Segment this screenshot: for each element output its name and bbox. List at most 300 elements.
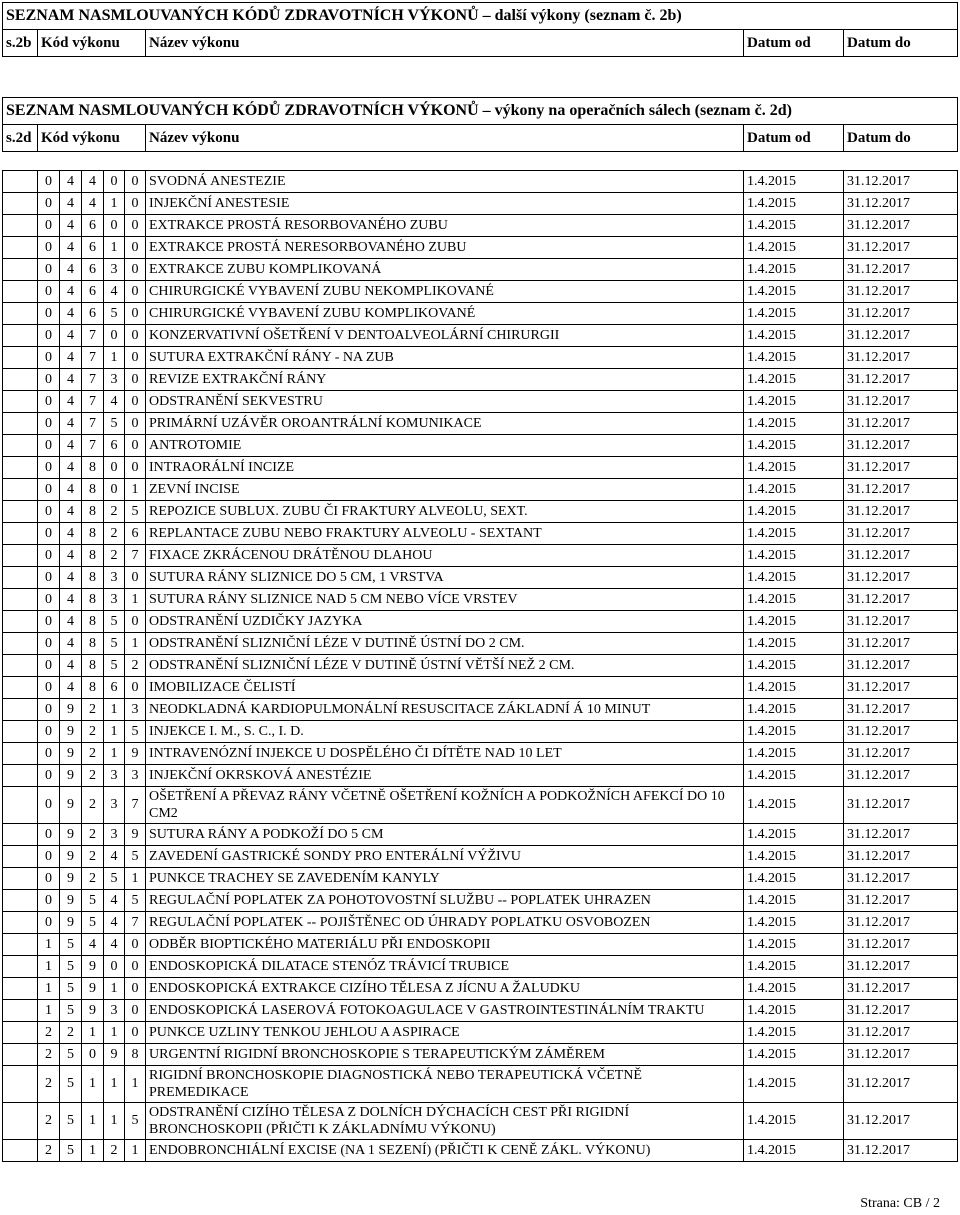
code-digit: 4 xyxy=(60,611,82,633)
date-from: 1.4.2015 xyxy=(744,193,844,215)
code-digit: 0 xyxy=(38,237,60,259)
code-digit: 7 xyxy=(125,545,146,567)
row-section-cell xyxy=(3,391,38,413)
date-to: 31.12.2017 xyxy=(844,765,958,787)
row-section-cell xyxy=(3,956,38,978)
date-to: 31.12.2017 xyxy=(844,978,958,1000)
code-digit: 8 xyxy=(82,567,104,589)
procedure-name: ODSTRANĚNÍ CIZÍHO TĚLESA Z DOLNÍCH DÝCHACÍCH CEST PŘI RIGIDNÍ BRONCHOSKOPII (PŘIČTI K ZÁKLADNÍMU VÝKONU) xyxy=(146,1103,744,1140)
code-digit: 0 xyxy=(38,824,60,846)
code-digit: 3 xyxy=(104,824,125,846)
table-row xyxy=(3,890,958,912)
code-digit: 0 xyxy=(125,413,146,435)
code-digit: 6 xyxy=(82,237,104,259)
code-digit: 4 xyxy=(60,677,82,699)
code-digit: 7 xyxy=(82,391,104,413)
code-digit: 1 xyxy=(38,1000,60,1022)
code-digit: 0 xyxy=(38,655,60,677)
date-from: 1.4.2015 xyxy=(744,890,844,912)
code-digit: 0 xyxy=(38,303,60,325)
code-digit: 1 xyxy=(104,699,125,721)
code-digit: 1 xyxy=(125,1066,146,1103)
date-from: 1.4.2015 xyxy=(744,523,844,545)
row-section-cell xyxy=(3,1022,38,1044)
procedure-name: SUTURA RÁNY SLIZNICE DO 5 CM, 1 VRSTVA xyxy=(146,567,744,589)
table-row xyxy=(3,413,958,435)
date-from: 1.4.2015 xyxy=(744,721,844,743)
date-to: 31.12.2017 xyxy=(844,699,958,721)
code-digit: 2 xyxy=(104,545,125,567)
code-digit: 3 xyxy=(104,765,125,787)
date-from: 1.4.2015 xyxy=(744,655,844,677)
code-digit: 0 xyxy=(104,479,125,501)
procedure-name: INJEKCE I. M., S. C., I. D. xyxy=(146,721,744,743)
code-digit: 1 xyxy=(125,479,146,501)
code-digit: 2 xyxy=(82,868,104,890)
code-digit: 0 xyxy=(38,846,60,868)
code-digit: 2 xyxy=(38,1140,60,1162)
code-digit: 0 xyxy=(38,545,60,567)
header-section: s.2d xyxy=(3,125,38,152)
code-digit: 0 xyxy=(125,1000,146,1022)
code-digit: 4 xyxy=(60,413,82,435)
date-from: 1.4.2015 xyxy=(744,824,844,846)
code-digit: 9 xyxy=(60,912,82,934)
code-digit: 0 xyxy=(125,325,146,347)
code-digit: 0 xyxy=(82,1044,104,1066)
table-row xyxy=(3,824,958,846)
code-digit: 0 xyxy=(125,369,146,391)
procedure-name: ANTROTOMIE xyxy=(146,435,744,457)
date-to: 31.12.2017 xyxy=(844,567,958,589)
date-from: 1.4.2015 xyxy=(744,1140,844,1162)
code-digit: 1 xyxy=(104,978,125,1000)
code-digit: 5 xyxy=(125,501,146,523)
code-digit: 0 xyxy=(38,281,60,303)
row-section-cell xyxy=(3,281,38,303)
code-digit: 0 xyxy=(125,303,146,325)
date-to: 31.12.2017 xyxy=(844,325,958,347)
code-digit: 4 xyxy=(60,215,82,237)
code-digit: 8 xyxy=(82,633,104,655)
row-section-cell xyxy=(3,545,38,567)
procedure-name: PUNKCE UZLINY TENKOU JEHLOU A ASPIRACE xyxy=(146,1022,744,1044)
code-digit: 4 xyxy=(104,281,125,303)
table-row xyxy=(3,523,958,545)
procedure-name: ZEVNÍ INCISE xyxy=(146,479,744,501)
code-digit: 0 xyxy=(125,978,146,1000)
code-digit: 9 xyxy=(125,824,146,846)
code-digit: 7 xyxy=(125,912,146,934)
procedure-name: PRIMÁRNÍ UZÁVĚR OROANTRÁLNÍ KOMUNIKACE xyxy=(146,413,744,435)
code-digit: 4 xyxy=(60,369,82,391)
date-from: 1.4.2015 xyxy=(744,912,844,934)
code-digit: 4 xyxy=(82,934,104,956)
code-digit: 8 xyxy=(82,611,104,633)
code-digit: 9 xyxy=(82,1000,104,1022)
row-section-cell xyxy=(3,1066,38,1103)
date-from: 1.4.2015 xyxy=(744,846,844,868)
code-digit: 5 xyxy=(104,655,125,677)
procedure-name: OŠETŘENÍ A PŘEVAZ RÁNY VČETNĚ OŠETŘENÍ KOŽNÍCH A PODKOŽNÍCH AFEKCÍ DO 10 CM2 xyxy=(146,787,744,824)
table-row xyxy=(3,934,958,956)
header-date-to: Datum do xyxy=(844,125,958,152)
code-digit: 1 xyxy=(104,743,125,765)
date-to: 31.12.2017 xyxy=(844,633,958,655)
table-row xyxy=(3,655,958,677)
date-to: 31.12.2017 xyxy=(844,369,958,391)
code-digit: 9 xyxy=(60,743,82,765)
table-row xyxy=(3,611,958,633)
code-digit: 5 xyxy=(104,303,125,325)
date-to: 31.12.2017 xyxy=(844,193,958,215)
row-section-cell xyxy=(3,567,38,589)
code-digit: 7 xyxy=(82,369,104,391)
code-digit: 4 xyxy=(60,303,82,325)
date-from: 1.4.2015 xyxy=(744,457,844,479)
date-to: 31.12.2017 xyxy=(844,413,958,435)
row-section-cell xyxy=(3,699,38,721)
code-digit: 9 xyxy=(82,978,104,1000)
header-name: Název výkonu xyxy=(146,125,744,152)
code-digit: 6 xyxy=(82,259,104,281)
code-digit: 1 xyxy=(125,633,146,655)
code-digit: 0 xyxy=(38,677,60,699)
code-digit: 0 xyxy=(38,325,60,347)
date-from: 1.4.2015 xyxy=(744,956,844,978)
table-row xyxy=(3,912,958,934)
code-digit: 1 xyxy=(104,347,125,369)
code-digit: 5 xyxy=(125,1103,146,1140)
code-digit: 0 xyxy=(38,787,60,824)
table-row xyxy=(3,589,958,611)
header-date-from: Datum od xyxy=(744,125,844,152)
code-digit: 9 xyxy=(60,765,82,787)
table-row xyxy=(3,1022,958,1044)
code-digit: 0 xyxy=(38,259,60,281)
header-date-from: Datum od xyxy=(744,30,844,57)
code-digit: 0 xyxy=(125,259,146,281)
code-digit: 4 xyxy=(60,391,82,413)
code-digit: 5 xyxy=(104,633,125,655)
code-digit: 4 xyxy=(60,237,82,259)
date-from: 1.4.2015 xyxy=(744,237,844,259)
table-row xyxy=(3,501,958,523)
code-digit: 0 xyxy=(38,765,60,787)
table-row xyxy=(3,545,958,567)
header-code: Kód výkonu xyxy=(38,30,146,57)
date-to: 31.12.2017 xyxy=(844,787,958,824)
header-name: Název výkonu xyxy=(146,30,744,57)
code-digit: 2 xyxy=(82,824,104,846)
code-digit: 0 xyxy=(125,193,146,215)
row-section-cell xyxy=(3,743,38,765)
date-from: 1.4.2015 xyxy=(744,215,844,237)
code-digit: 1 xyxy=(104,1066,125,1103)
code-digit: 1 xyxy=(82,1103,104,1140)
code-digit: 9 xyxy=(60,721,82,743)
procedure-name: SUTURA EXTRAKČNÍ RÁNY - NA ZUB xyxy=(146,347,744,369)
procedure-name: ODSTRANĚNÍ SLIZNIČNÍ LÉZE V DUTINĚ ÚSTNÍ VĚTŠÍ NEŽ 2 CM. xyxy=(146,655,744,677)
date-to: 31.12.2017 xyxy=(844,1000,958,1022)
date-to: 31.12.2017 xyxy=(844,1044,958,1066)
code-digit: 5 xyxy=(60,1140,82,1162)
code-digit: 2 xyxy=(38,1103,60,1140)
code-digit: 4 xyxy=(60,281,82,303)
code-digit: 0 xyxy=(38,589,60,611)
code-digit: 0 xyxy=(38,413,60,435)
procedure-name: INTRAVENÓZNÍ INJEKCE U DOSPĚLÉHO ČI DÍTĚTE NAD 10 LET xyxy=(146,743,744,765)
code-digit: 0 xyxy=(125,391,146,413)
date-to: 31.12.2017 xyxy=(844,589,958,611)
date-from: 1.4.2015 xyxy=(744,1044,844,1066)
code-digit: 0 xyxy=(38,501,60,523)
code-digit: 0 xyxy=(125,347,146,369)
code-digit: 9 xyxy=(60,699,82,721)
code-digit: 6 xyxy=(104,677,125,699)
table-row xyxy=(3,457,958,479)
code-digit: 4 xyxy=(60,325,82,347)
date-from: 1.4.2015 xyxy=(744,545,844,567)
row-section-cell xyxy=(3,501,38,523)
code-digit: 5 xyxy=(60,1044,82,1066)
code-digit: 1 xyxy=(104,1103,125,1140)
date-from: 1.4.2015 xyxy=(744,1066,844,1103)
code-digit: 2 xyxy=(82,743,104,765)
code-digit: 7 xyxy=(125,787,146,824)
code-digit: 0 xyxy=(38,868,60,890)
code-digit: 2 xyxy=(104,501,125,523)
row-section-cell xyxy=(3,677,38,699)
code-digit: 0 xyxy=(125,934,146,956)
procedure-name: ODSTRANĚNÍ SEKVESTRU xyxy=(146,391,744,413)
table-row xyxy=(3,391,958,413)
procedure-name: PUNKCE TRACHEY SE ZAVEDENÍM KANYLY xyxy=(146,868,744,890)
header-code: Kód výkonu xyxy=(38,125,146,152)
code-digit: 0 xyxy=(38,611,60,633)
row-section-cell xyxy=(3,868,38,890)
row-section-cell xyxy=(3,721,38,743)
date-from: 1.4.2015 xyxy=(744,391,844,413)
code-digit: 1 xyxy=(38,978,60,1000)
table-row xyxy=(3,259,958,281)
code-digit: 0 xyxy=(125,435,146,457)
table-row xyxy=(3,978,958,1000)
header-section: s.2b xyxy=(3,30,38,57)
code-digit: 3 xyxy=(104,589,125,611)
code-digit: 4 xyxy=(60,171,82,193)
table-row xyxy=(3,787,958,824)
code-digit: 2 xyxy=(104,523,125,545)
table-row xyxy=(3,369,958,391)
procedure-name: CHIRURGICKÉ VYBAVENÍ ZUBU NEKOMPLIKOVANÉ xyxy=(146,281,744,303)
code-digit: 4 xyxy=(104,846,125,868)
procedure-name: FIXACE ZKRÁCENOU DRÁTĚNOU DLAHOU xyxy=(146,545,744,567)
date-to: 31.12.2017 xyxy=(844,934,958,956)
code-digit: 8 xyxy=(82,545,104,567)
date-to: 31.12.2017 xyxy=(844,721,958,743)
code-digit: 5 xyxy=(60,956,82,978)
procedure-name: NEODKLADNÁ KARDIOPULMONÁLNÍ RESUSCITACE ZÁKLADNÍ Á 10 MINUT xyxy=(146,699,744,721)
code-digit: 6 xyxy=(125,523,146,545)
code-digit: 5 xyxy=(60,934,82,956)
date-to: 31.12.2017 xyxy=(844,523,958,545)
code-digit: 4 xyxy=(104,934,125,956)
code-digit: 3 xyxy=(125,699,146,721)
code-digit: 5 xyxy=(60,1103,82,1140)
procedure-name: SUTURA RÁNY A PODKOŽÍ DO 5 CM xyxy=(146,824,744,846)
code-digit: 0 xyxy=(38,391,60,413)
row-section-cell xyxy=(3,479,38,501)
code-digit: 1 xyxy=(125,868,146,890)
procedure-name: EXTRAKCE PROSTÁ RESORBOVANÉHO ZUBU xyxy=(146,215,744,237)
code-digit: 3 xyxy=(104,787,125,824)
date-to: 31.12.2017 xyxy=(844,435,958,457)
code-digit: 8 xyxy=(82,523,104,545)
code-digit: 5 xyxy=(82,912,104,934)
table-row xyxy=(3,281,958,303)
row-section-cell xyxy=(3,846,38,868)
code-digit: 9 xyxy=(60,846,82,868)
table-2d xyxy=(2,97,958,1162)
code-digit: 4 xyxy=(60,457,82,479)
row-section-cell xyxy=(3,523,38,545)
row-section-cell xyxy=(3,1044,38,1066)
code-digit: 2 xyxy=(82,846,104,868)
table-row xyxy=(3,347,958,369)
code-digit: 0 xyxy=(125,171,146,193)
table-row xyxy=(3,743,958,765)
date-to: 31.12.2017 xyxy=(844,457,958,479)
procedure-name: ODBĚR BIOPTICKÉHO MATERIÁLU PŘI ENDOSKOPII xyxy=(146,934,744,956)
code-digit: 0 xyxy=(125,237,146,259)
code-digit: 1 xyxy=(125,1140,146,1162)
code-digit: 2 xyxy=(38,1022,60,1044)
date-from: 1.4.2015 xyxy=(744,677,844,699)
code-digit: 8 xyxy=(82,479,104,501)
code-digit: 0 xyxy=(125,567,146,589)
date-to: 31.12.2017 xyxy=(844,237,958,259)
procedure-name: REGULAČNÍ POPLATEK ZA POHOTOVOSTNÍ SLUŽBU -- POPLATEK UHRAZEN xyxy=(146,890,744,912)
procedure-name: ENDOSKOPICKÁ EXTRAKCE CIZÍHO TĚLESA Z JÍCNU A ŽALUDKU xyxy=(146,978,744,1000)
date-from: 1.4.2015 xyxy=(744,699,844,721)
table-row xyxy=(3,325,958,347)
code-digit: 0 xyxy=(38,347,60,369)
table-row xyxy=(3,303,958,325)
procedure-name: EXTRAKCE ZUBU KOMPLIKOVANÁ xyxy=(146,259,744,281)
row-section-cell xyxy=(3,413,38,435)
code-digit: 9 xyxy=(60,868,82,890)
date-from: 1.4.2015 xyxy=(744,413,844,435)
date-to: 31.12.2017 xyxy=(844,1066,958,1103)
code-digit: 9 xyxy=(60,787,82,824)
code-digit: 0 xyxy=(104,215,125,237)
procedure-name: INJEKČNÍ OKRSKOVÁ ANESTÉZIE xyxy=(146,765,744,787)
code-digit: 5 xyxy=(60,978,82,1000)
date-to: 31.12.2017 xyxy=(844,347,958,369)
code-digit: 1 xyxy=(104,1022,125,1044)
row-section-cell xyxy=(3,347,38,369)
code-digit: 3 xyxy=(104,567,125,589)
code-digit: 0 xyxy=(104,325,125,347)
table-row xyxy=(3,193,958,215)
row-section-cell xyxy=(3,325,38,347)
code-digit: 3 xyxy=(104,1000,125,1022)
procedure-name: EXTRAKCE PROSTÁ NERESORBOVANÉHO ZUBU xyxy=(146,237,744,259)
code-digit: 0 xyxy=(38,743,60,765)
date-from: 1.4.2015 xyxy=(744,633,844,655)
date-from: 1.4.2015 xyxy=(744,934,844,956)
row-section-cell xyxy=(3,1000,38,1022)
procedure-name: SUTURA RÁNY SLIZNICE NAD 5 CM NEBO VÍCE VRSTEV xyxy=(146,589,744,611)
code-digit: 4 xyxy=(104,890,125,912)
table-row xyxy=(3,868,958,890)
date-to: 31.12.2017 xyxy=(844,545,958,567)
code-digit: 6 xyxy=(82,303,104,325)
table-2b-title: SEZNAM NASMLOUVANÝCH KÓDŮ ZDRAVOTNÍCH VÝKONŮ – další výkony (seznam č. 2b) xyxy=(3,3,958,30)
code-digit: 1 xyxy=(104,237,125,259)
code-digit: 2 xyxy=(104,1140,125,1162)
date-from: 1.4.2015 xyxy=(744,325,844,347)
table-row xyxy=(3,435,958,457)
date-to: 31.12.2017 xyxy=(844,956,958,978)
table-row xyxy=(3,1044,958,1066)
code-digit: 9 xyxy=(82,956,104,978)
code-digit: 4 xyxy=(104,912,125,934)
row-section-cell xyxy=(3,435,38,457)
row-section-cell xyxy=(3,457,38,479)
code-digit: 1 xyxy=(125,589,146,611)
code-digit: 0 xyxy=(38,721,60,743)
date-to: 31.12.2017 xyxy=(844,501,958,523)
code-digit: 7 xyxy=(82,347,104,369)
code-digit: 2 xyxy=(38,1044,60,1066)
code-digit: 4 xyxy=(60,655,82,677)
table-2b xyxy=(2,2,958,57)
code-digit: 0 xyxy=(38,215,60,237)
date-to: 31.12.2017 xyxy=(844,824,958,846)
code-digit: 0 xyxy=(125,281,146,303)
code-digit: 6 xyxy=(104,435,125,457)
date-from: 1.4.2015 xyxy=(744,281,844,303)
code-digit: 6 xyxy=(82,215,104,237)
date-from: 1.4.2015 xyxy=(744,347,844,369)
row-section-cell xyxy=(3,193,38,215)
date-to: 31.12.2017 xyxy=(844,611,958,633)
page-number: Strana: CB / 2 xyxy=(860,1196,940,1211)
table-row xyxy=(3,721,958,743)
row-section-cell xyxy=(3,633,38,655)
date-to: 31.12.2017 xyxy=(844,171,958,193)
code-digit: 4 xyxy=(82,171,104,193)
code-digit: 0 xyxy=(38,479,60,501)
code-digit: 0 xyxy=(38,633,60,655)
code-digit: 4 xyxy=(60,479,82,501)
date-from: 1.4.2015 xyxy=(744,1022,844,1044)
date-from: 1.4.2015 xyxy=(744,611,844,633)
code-digit: 8 xyxy=(82,589,104,611)
code-digit: 5 xyxy=(104,413,125,435)
table-row xyxy=(3,215,958,237)
table-row xyxy=(3,237,958,259)
code-digit: 0 xyxy=(38,369,60,391)
code-digit: 0 xyxy=(38,912,60,934)
code-digit: 0 xyxy=(104,956,125,978)
code-digit: 0 xyxy=(38,890,60,912)
date-from: 1.4.2015 xyxy=(744,765,844,787)
code-digit: 0 xyxy=(104,171,125,193)
row-section-cell xyxy=(3,824,38,846)
